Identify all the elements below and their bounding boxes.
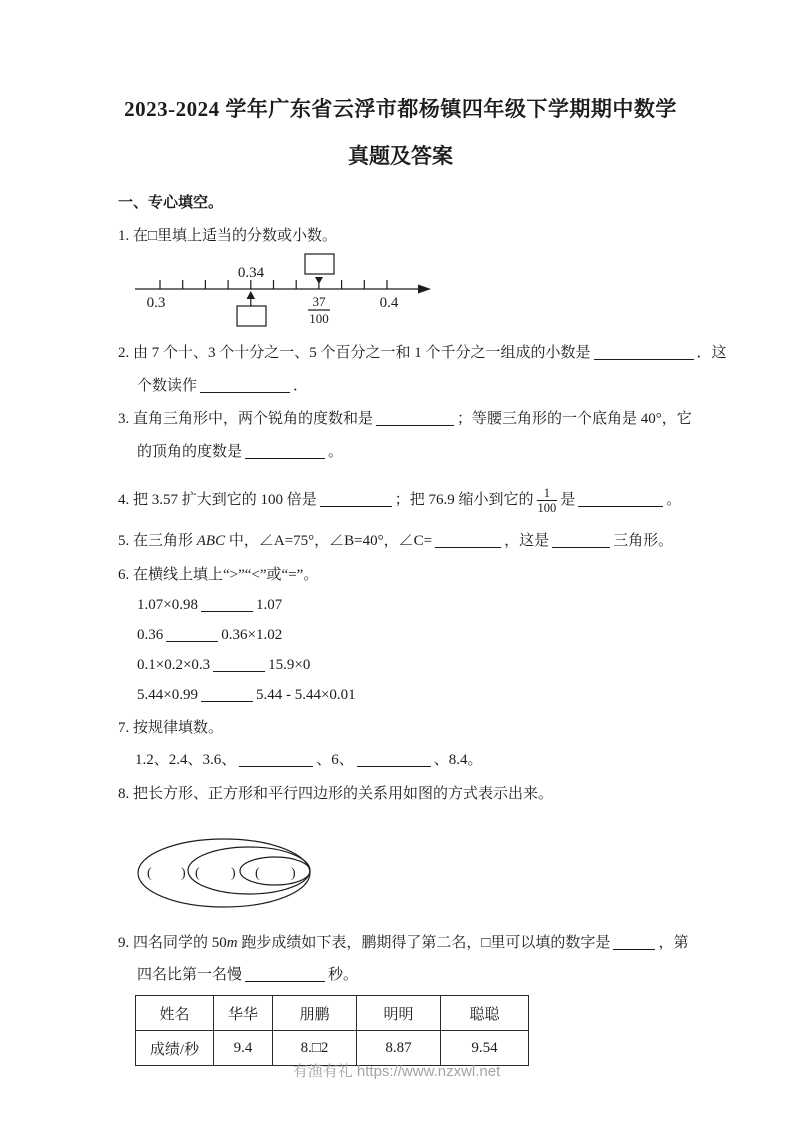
middle-paren-open: ( [195,866,200,881]
inner-ellipse [240,857,310,885]
outer-paren-close: ) [181,866,186,881]
fraction-1-100 [537,486,558,516]
numberline-answer-box-top[interactable] [305,254,334,274]
race-results-table [135,995,529,1066]
question-7-sequence [118,749,683,771]
triangle-name-abc: ABC [196,533,226,549]
question-2 [118,337,727,403]
header-cell-pengpeng: 朋鹏 [273,996,357,1031]
question-5-text-c: ，这是 [504,533,550,549]
numberline-label-04: 0.4 [379,295,399,311]
question-6-item-3 [118,654,683,676]
blank-q6-1[interactable] [201,596,253,612]
compare-right-1: 1.07 [255,597,283,613]
question-6-heading: 6. 在横线上填上“>”“<”或“=”。 [118,567,319,583]
axis-arrowhead-icon [418,285,431,294]
numberline-ticks [160,280,387,289]
blank-q2-decimal[interactable] [594,344,694,360]
blank-q5-angle-c[interactable] [435,532,501,548]
question-1 [118,225,683,247]
blank-q7-2[interactable] [357,751,431,767]
question-9-text-b: 跑步成绩如下表，鹏期得了第二名，□里可以填的数字是 [237,935,611,951]
score-cell-congcong: 9.54 [441,1031,529,1066]
question-4-text-c: 是 [560,492,576,508]
blank-q9-difference[interactable] [245,966,325,982]
header-cell-name: 姓名 [136,996,214,1031]
inner-paren-open: ( [255,866,260,881]
question-9-text-d: 四名比第一名慢 [137,967,243,983]
question-3 [118,403,692,469]
header-cell-mingming: 明明 [357,996,441,1031]
question-4 [118,479,683,521]
question-9-text-e: 秒。 [328,967,359,983]
blank-q9-digit[interactable] [613,934,655,950]
fraction-37-numerator: 37 [312,294,326,309]
question-5 [118,530,683,552]
page-title-line1: 2023-2024 学年广东省云浮市都杨镇四年级下学期期中数学 [124,97,677,121]
page-title-line2: 真题及答案 [348,144,453,168]
compare-right-3: 15.9×0 [268,657,311,673]
fraction-denominator: 100 [537,501,557,516]
blank-q6-3[interactable] [213,656,265,672]
question-8-text: 8. 把长方形、正方形和平行四边形的关系用如图的方式表示出来。 [118,786,554,802]
header-cell-congcong: 聪聪 [441,996,529,1031]
question-2-text-d: ． [293,378,309,394]
fraction-100-denominator: 100 [309,311,329,326]
question-3-text-c: 的顶角的度数是 [137,444,243,460]
blank-q6-4[interactable] [201,686,253,702]
blank-q7-1[interactable] [239,751,313,767]
question-9-text-a: 9. 四名同学的 50 [118,935,227,951]
fraction-numerator: 1 [537,486,558,501]
nested-ellipses-figure [135,825,325,921]
compare-right-2: 0.36×1.02 [221,627,283,643]
question-6-item-2 [118,624,683,646]
question-4-text-d: 。 [666,492,682,508]
question-2-text-a: 2. 由 7 个十、3 个十分之一、5 个百分之一和 1 个千分之一组成的小数是 [118,345,591,361]
compare-left-1: 1.07×0.98 [137,597,198,613]
numberline-figure [112,249,442,331]
blank-q5-triangle-type[interactable] [552,532,610,548]
question-6-item-1 [118,594,683,616]
question-7 [118,717,683,739]
sequence-text-c: 、8.4。 [433,752,483,768]
blank-q3-angle-sum[interactable] [376,410,454,426]
site-watermark: 有渔有礼 https://www.nzxwl.net [292,1063,501,1080]
question-3-text-d: 。 [328,444,344,460]
question-9 [118,927,689,991]
question-5-text-d: 三角形。 [613,533,674,549]
compare-left-4: 5.44×0.99 [137,687,198,703]
score-cell-label: 成绩/秒 [136,1031,214,1066]
inner-paren-close: ) [291,866,296,881]
question-2-text-c: 个数读作 [137,378,198,394]
numberline-label-034: 0.34 [237,265,265,281]
question-2-text-b: ．这 [696,345,727,361]
score-cell-huahua: 9.4 [214,1031,273,1066]
table-header-row [136,996,529,1031]
question-9-text-c: ，第 [658,935,689,951]
numberline-label-03: 0.3 [146,295,166,311]
sequence-text-a: 1.2、2.4、3.6、 [135,752,237,768]
score-cell-pengpeng: 8.□2 [273,1031,357,1066]
question-7-heading: 7. 按规律填数。 [118,720,224,736]
question-4-text-a: 4. 把 3.57 扩大到它的 100 倍是 [118,492,317,508]
blank-q6-2[interactable] [166,626,218,642]
compare-left-3: 0.1×0.2×0.3 [137,657,211,673]
question-8 [118,783,683,805]
compare-right-4: 5.44 - 5.44×0.01 [255,687,356,703]
blank-q4-enlarge[interactable] [320,491,392,507]
question-6 [118,564,683,586]
question-3-text-a: 3. 直角三角形中，两个锐角的度数和是 [118,411,374,427]
sequence-text-b: 、6、 [316,752,354,768]
question-5-text-a: 5. 在三角形 [118,533,197,549]
question-5-text-b: 中，∠A=75°，∠B=40°，∠C= [225,533,433,549]
numberline-answer-box-bottom[interactable] [237,306,266,326]
middle-paren-close: ) [231,866,236,881]
question-3-text-b: ；等腰三角形的一个底角是 40°，它 [457,411,692,427]
blank-q2-reading[interactable] [200,377,290,393]
header-cell-huahua: 华华 [214,996,273,1031]
outer-paren-open: ( [147,866,152,881]
section-heading-fill-blanks: 一、专心填空。 [118,195,224,211]
question-1-text: 1. 在□里填上适当的分数或小数。 [118,228,338,244]
score-cell-mingming: 8.87 [357,1031,441,1066]
meter-unit: m [226,935,238,951]
question-6-item-4 [118,684,683,706]
question-4-text-b: ；把 76.9 缩小到它的 [394,492,534,508]
blank-q3-vertex-angle[interactable] [245,443,325,459]
up-arrow-icon [247,291,256,299]
blank-q4-shrink[interactable] [578,491,663,507]
compare-left-2: 0.36 [137,627,164,643]
